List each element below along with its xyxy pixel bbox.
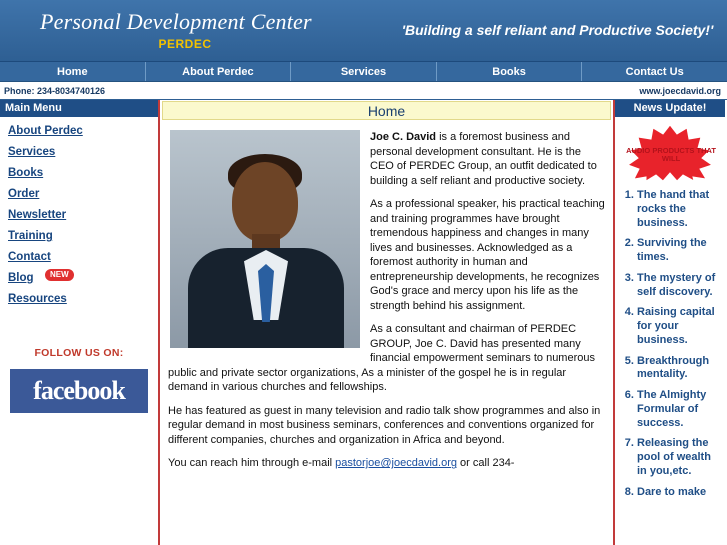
phone-number: Phone: 234-8034740126 xyxy=(4,85,106,96)
paragraph-contact xyxy=(168,456,605,471)
main-content xyxy=(160,100,615,545)
follow-us-label: FOLLOW US ON: xyxy=(34,347,124,359)
paragraph-intro-rest: is a foremost business and personal development consultant. He is the CEO of PERDEC Group, an outfit dedicated to building a self reliant and productive society. xyxy=(370,131,597,187)
news-heading: News Update! xyxy=(615,100,725,117)
paragraph-contact-pre: You can reach him through e-mail xyxy=(168,457,336,470)
news-item[interactable]: 4. Raising capital for your business. xyxy=(637,306,721,347)
starburst-text: AUDIO PRODUCTS THAT WILL xyxy=(626,146,716,164)
sidebar-item-books[interactable]: Books xyxy=(8,167,44,179)
starburst-banner xyxy=(615,123,725,185)
nav-item-about-perdec[interactable]: About Perdec xyxy=(146,62,292,81)
news-panel xyxy=(615,100,725,545)
nav-item-books[interactable]: Books xyxy=(437,62,583,81)
sidebar-item-resources[interactable]: Resources xyxy=(8,293,67,305)
sidebar-item-training[interactable]: Training xyxy=(8,230,53,242)
sidebar xyxy=(0,100,160,545)
site-tagline: 'Building a self reliant and Productive Society!' xyxy=(401,21,714,38)
sidebar-item-blog-label: Blog xyxy=(8,272,34,284)
sidebar-item-newsletter[interactable]: Newsletter xyxy=(8,209,67,221)
sidebar-item-services[interactable]: Services xyxy=(8,146,56,158)
paragraph-media: He has featured as guest in many television and radio talk show programmes and also in regular demand in most business seminars, conferences and conventions organized for different companies, churches and organization in Africa and beyond. xyxy=(168,404,601,446)
portrait-image xyxy=(170,130,360,348)
sidebar-heading: Main Menu xyxy=(0,100,158,117)
site-title: Personal Development Center xyxy=(40,9,312,35)
news-list xyxy=(615,185,725,499)
nav-item-contact-us[interactable]: Contact Us xyxy=(625,66,684,78)
news-item[interactable]: 2. Surviving the times. xyxy=(637,237,721,265)
paragraph-speaker: As a professional speaker, his practical teaching and training programmes have brought tremendous happiness and changes in many lives and businesses. Acknowledged as a foremost authority in human and entrepreneurship developments, he recognizes God's grace and mercy upon his life as the strength behind his assignment. xyxy=(370,198,605,312)
sidebar-item-blog[interactable] xyxy=(8,272,158,284)
page-body xyxy=(0,100,727,545)
news-item[interactable]: 6. The Almighty Formular of success. xyxy=(637,389,721,430)
facebook-button[interactable]: facebook xyxy=(10,369,148,413)
page-title: Home xyxy=(162,101,611,120)
news-item[interactable]: 7. Releasing the pool of wealth in you,etc. xyxy=(637,437,721,478)
contact-bar xyxy=(0,82,727,100)
news-item[interactable]: 8. Dare to make xyxy=(637,486,721,500)
main-navigation xyxy=(0,62,727,82)
article-body xyxy=(160,120,613,471)
news-item[interactable]: 5. Breakthrough mentality. xyxy=(637,355,721,383)
sidebar-item-order[interactable]: Order xyxy=(8,188,40,200)
website-url[interactable]: www.joecdavid.org xyxy=(639,85,721,96)
email-link[interactable]: pastorjoe@joecdavid.org xyxy=(335,457,457,470)
sidebar-menu xyxy=(0,117,158,305)
site-header xyxy=(0,0,727,62)
paragraph-contact-post: or call 234- xyxy=(457,457,515,470)
lead-name: Joe C. David xyxy=(370,131,437,143)
portrait-head xyxy=(232,162,298,242)
paragraph-consultant: As a consultant and chairman of PERDEC GROUP, Joe C. David has presented many financial empowerment seminars to numerous public and private sector organizations, As a minister of the gospel he is in regular demand in various churches and fellowships. xyxy=(168,323,595,394)
nav-item-home[interactable]: Home xyxy=(0,62,146,81)
new-badge: NEW xyxy=(44,268,75,282)
site-subtitle: PERDEC xyxy=(158,36,212,51)
news-item[interactable]: 1. The hand that rocks the business. xyxy=(637,189,721,230)
sidebar-item-contact[interactable]: Contact xyxy=(8,251,51,263)
sidebar-item-about-perdec[interactable]: About Perdec xyxy=(8,125,83,137)
nav-item-services[interactable]: Services xyxy=(291,62,437,81)
news-item[interactable]: 3. The mystery of self discovery. xyxy=(637,272,721,300)
site-branding xyxy=(0,10,400,50)
